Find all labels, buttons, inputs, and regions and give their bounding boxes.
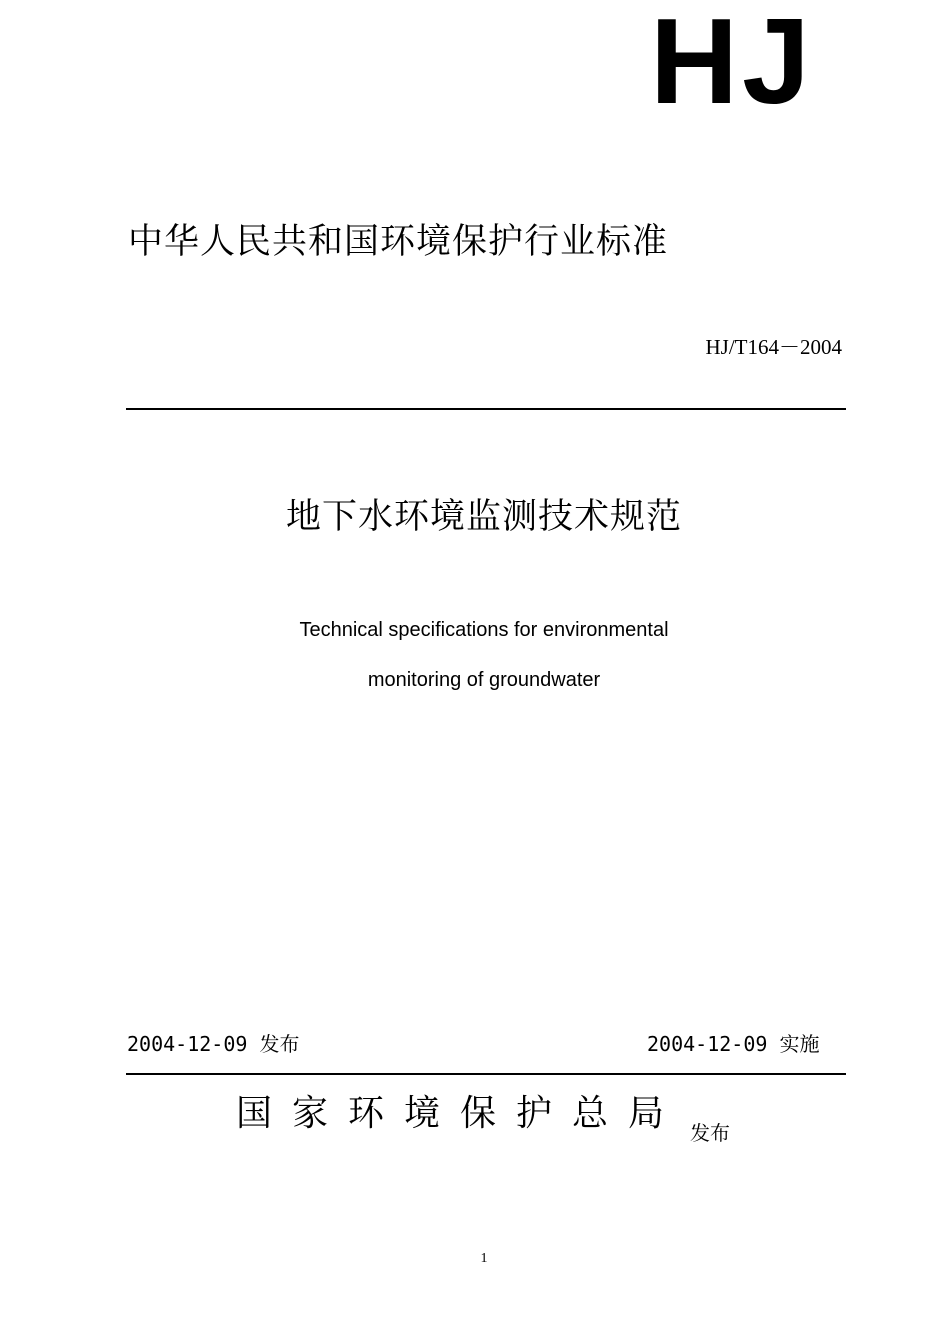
- document-title-zh: 地下水环境监测技术规范: [285, 497, 682, 537]
- top-divider: [126, 408, 846, 410]
- document-title-en-line2: monitoring of groundwater: [367, 669, 601, 691]
- page-number: 1: [480, 1251, 488, 1266]
- publish-date: 2004-12-09 发布: [127, 1032, 300, 1056]
- standard-category-title: 中华人民共和国环境保护行业标准: [128, 222, 669, 262]
- issuing-authority-suffix: 发布: [690, 1121, 730, 1145]
- issuing-authority: 国家环境保护总局: [236, 1093, 685, 1134]
- document-title-en: [0, 605, 950, 705]
- bottom-divider: [126, 1073, 846, 1075]
- document-title-en-line1: Technical specifications for environmental: [299, 619, 669, 641]
- implement-date: 2004-12-09 实施: [647, 1032, 820, 1056]
- standard-number: HJ/T164－2004: [705, 335, 842, 359]
- hj-logo: HJ: [650, 0, 814, 129]
